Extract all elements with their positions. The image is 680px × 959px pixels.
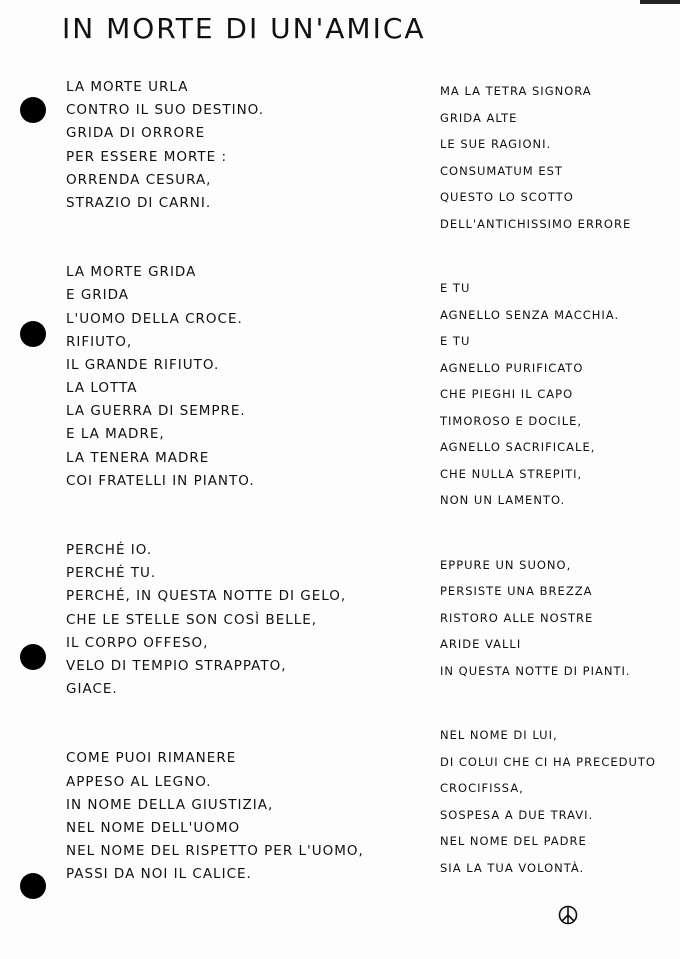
- verse-line: TIMOROSO E DOCILE,: [440, 413, 583, 428]
- verse-line: NEL NOME DI LUI,: [440, 728, 558, 742]
- verse-line: PERCHÉ IO.: [66, 542, 153, 558]
- verse-line: GRIDA DI ORRORE: [66, 125, 206, 142]
- verse-line: APPESO AL LEGNO.: [66, 773, 212, 790]
- verse-line: AGNELLO PURIFICATO: [440, 360, 584, 375]
- stanza: [66, 539, 396, 701]
- verse-line: E GRIDA: [66, 287, 130, 304]
- verse-line: CHE NULLA STREPITI,: [440, 466, 583, 481]
- peace-symbol-icon: [558, 905, 578, 925]
- verse-line: E TU: [440, 334, 471, 348]
- verse-line: CROCIFISSA,: [440, 781, 524, 795]
- verse-line: CONTRO IL SUO DESTINO.: [66, 102, 265, 119]
- stanza: [440, 722, 680, 881]
- verse-line: CHE LE STELLE SON COSÌ BELLE,: [66, 611, 318, 628]
- verse-line: PERCHÉ TU.: [66, 565, 157, 582]
- verse-line: RIFIUTO,: [66, 333, 133, 350]
- punch-hole: [20, 644, 46, 670]
- verse-line: PERSISTE UNA BREZZA: [440, 584, 593, 598]
- stanza: [66, 747, 396, 886]
- stanza: [66, 76, 396, 215]
- verse-line: LA GUERRA DI SEMPRE.: [66, 403, 246, 420]
- poem-title: IN MORTE DI UN'AMICA: [62, 12, 426, 45]
- verse-line: LA TENERA MADRE: [66, 449, 210, 466]
- verse-line: GRIDA ALTE: [440, 110, 518, 125]
- verse-line: DELL'ANTICHISSIMO ERRORE: [440, 216, 632, 231]
- verse-line: LA LOTTA: [66, 380, 138, 397]
- verse-line: NEL NOME DELL'UOMO: [66, 819, 241, 836]
- verse-line: IN QUESTA NOTTE DI PIANTI.: [440, 663, 631, 678]
- verse-line: SIA LA TUA VOLONTÀ.: [440, 860, 585, 875]
- stanza: [440, 78, 680, 237]
- verse-line: EPPURE UN SUONO,: [440, 557, 572, 572]
- verse-line: NEL NOME DEL RISPETTO PER L'UOMO,: [66, 843, 364, 860]
- verse-line: IL CORPO OFFESO,: [66, 634, 209, 651]
- verse-line: LE SUE RAGIONI.: [440, 137, 552, 151]
- verse-line: AGNELLO SACRIFICALE,: [440, 440, 596, 454]
- verse-line: PERCHÉ, IN QUESTA NOTTE DI GELO,: [66, 588, 347, 605]
- verse-line: E TU: [440, 281, 471, 295]
- verse-line: SOSPESA A DUE TRAVI.: [440, 807, 594, 822]
- verse-line: STRAZIO DI CARNI.: [66, 194, 212, 211]
- verse-line: VELO DI TEMPIO STRAPPATO,: [66, 657, 287, 674]
- stanza: [66, 261, 396, 493]
- verse-line: IN NOME DELLA GIUSTIZIA,: [66, 796, 274, 813]
- verse-line: GIACE.: [66, 681, 118, 698]
- verse-line: PER ESSERE MORTE :: [66, 148, 228, 165]
- verse-line: IL GRANDE RIFIUTO.: [66, 356, 220, 373]
- stanza: [440, 275, 680, 514]
- verse-line: COME PUOI RIMANERE: [66, 750, 237, 767]
- verse-line: CONSUMATUM EST: [440, 163, 563, 178]
- stanza: [440, 552, 680, 685]
- verse-line: E LA MADRE,: [66, 426, 165, 443]
- corner-scan-mark: [640, 0, 680, 4]
- right-column: [440, 78, 680, 881]
- verse-line: MA LA TETRA SIGNORA: [440, 84, 592, 98]
- verse-line: QUESTO LO SCOTTO: [440, 190, 574, 204]
- verse-line: L'UOMO DELLA CROCE.: [66, 310, 243, 327]
- punch-hole: [20, 873, 46, 899]
- verse-line: ORRENDA CESURA,: [66, 171, 212, 188]
- verse-line: NEL NOME DEL PADRE: [440, 834, 587, 848]
- punch-hole: [20, 321, 46, 347]
- verse-line: PASSI DA NOI IL CALICE.: [66, 866, 252, 883]
- verse-line: DI COLUI CHE CI HA PRECEDUTO: [440, 754, 656, 769]
- verse-line: AGNELLO SENZA MACCHIA.: [440, 307, 620, 322]
- verse-line: CHE PIEGHI IL CAPO: [440, 387, 574, 401]
- punch-hole: [20, 97, 46, 123]
- verse-line: COI FRATELLI IN PIANTO.: [66, 472, 255, 489]
- verse-line: NON UN LAMENTO.: [440, 493, 566, 507]
- verse-line: RISTORO ALLE NOSTRE: [440, 610, 594, 625]
- verse-line: ARIDE VALLI: [440, 637, 522, 651]
- left-column: [66, 76, 396, 886]
- verse-line: LA MORTE URLA: [66, 79, 189, 95]
- verse-line: LA MORTE GRIDA: [66, 264, 197, 281]
